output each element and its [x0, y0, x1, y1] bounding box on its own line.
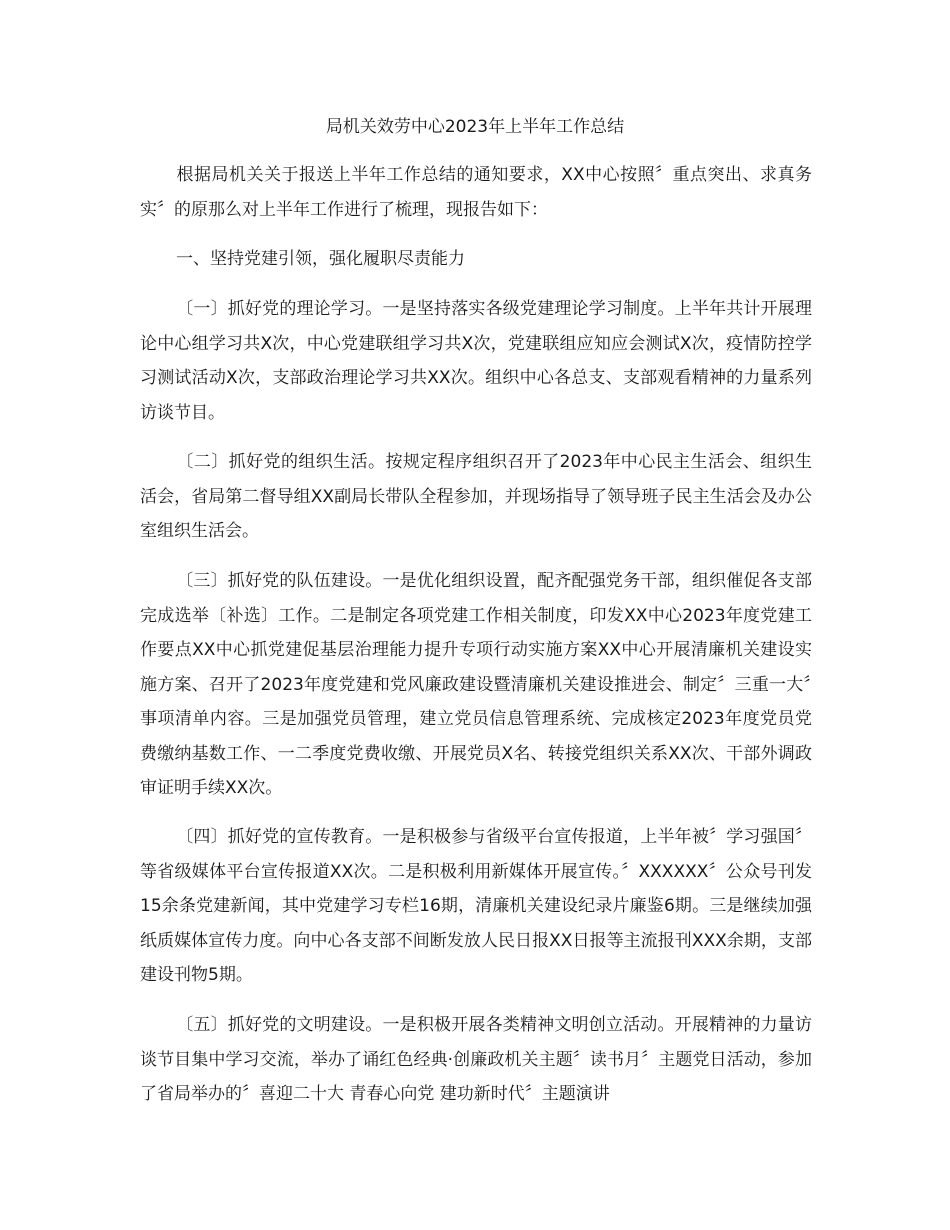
paragraph-item-1	[140, 292, 812, 430]
paragraph-item-2-text: 〔二〕抓好党的组织生活。按规定程序组织召开了2023年中心民主生活会、组织生活会，省局第二督导组XX副局长带队全程参加，并现场指导了领导班子民主生活会及办公室组织生活会。	[140, 452, 812, 541]
intro-paragraph	[140, 158, 812, 227]
paragraph-item-5	[140, 1008, 812, 1112]
paragraph-item-4	[140, 820, 812, 993]
document-title: 局机关效劳中心2023年上半年工作总结	[325, 117, 625, 137]
paragraph-item-2	[140, 445, 812, 549]
paragraph-item-5-text: 〔五〕抓好党的文明建设。一是积极开展各类精神文明创立活动。开展精神的力量访谈节目集中学习交流，举办了诵红色经典·创廉政机关主题〞读书月〞主题党日活动，参加了省局举办的〞喜迎二十大 青春心向党 建功新时代〞主题演讲	[140, 1015, 812, 1104]
intro-text: 根据局机关关于报送上半年工作总结的通知要求，XX中心按照〞重点突出、求真务实〞的原那么对上半年工作进行了梳理，现报告如下：	[140, 165, 812, 220]
paragraph-item-3	[140, 564, 812, 806]
paragraph-item-1-text: 〔一〕抓好党的理论学习。一是坚持落实各级党建理论学习制度。上半年共计开展理论中心组学习共X次，中心党建联组学习共X次，党建联组应知应会测试X次，疫情防控学习测试活动X次，支部政治理论学习共XX次。组织中心各总支、支部观看精神的力量系列访谈节目。	[140, 299, 812, 423]
paragraph-item-3-text: 〔三〕抓好党的队伍建设。一是优化组织设置，配齐配强党务干部，组织催促各支部完成选举〔补选〕工作。二是制定各项党建工作相关制度，印发XX中心2023年度党建工作要点XX中心抓党建促基层治理能力提升专项行动实施方案XX中心开展清廉机关建设实施方案、召开了2023年度党建和党风廉政建设暨清廉机关建设推进会、制定〞三重一大〞事项清单内容。三是加强党员管理，建立党员信息管理系统、完成核定2023年度党员党费缴纳基数工作、一二季度党费收缴、开展党员X名、转接党组织关系XX次、干部外调政审证明手续XX次。	[140, 571, 812, 798]
paragraph-item-4-text: 〔四〕抓好党的宣传教育。一是积极参与省级平台宣传报道，上半年被〞学习强国〞等省级媒体平台宣传报道XX次。二是积极利用新媒体开展宣传。〞XXXXXX〞公众号刊发15余条党建新闻，其中党建学习专栏16期，清廉机关建设纪录片廉鉴6期。三是继续加强纸质媒体宣传力度。向中心各支部不间断发放人民日报XX日报等主流报刊XXX余期，支部建设刊物5期。	[140, 827, 812, 985]
section-heading-1: 一、坚持党建引领，强化履职尽责能力	[176, 249, 465, 269]
